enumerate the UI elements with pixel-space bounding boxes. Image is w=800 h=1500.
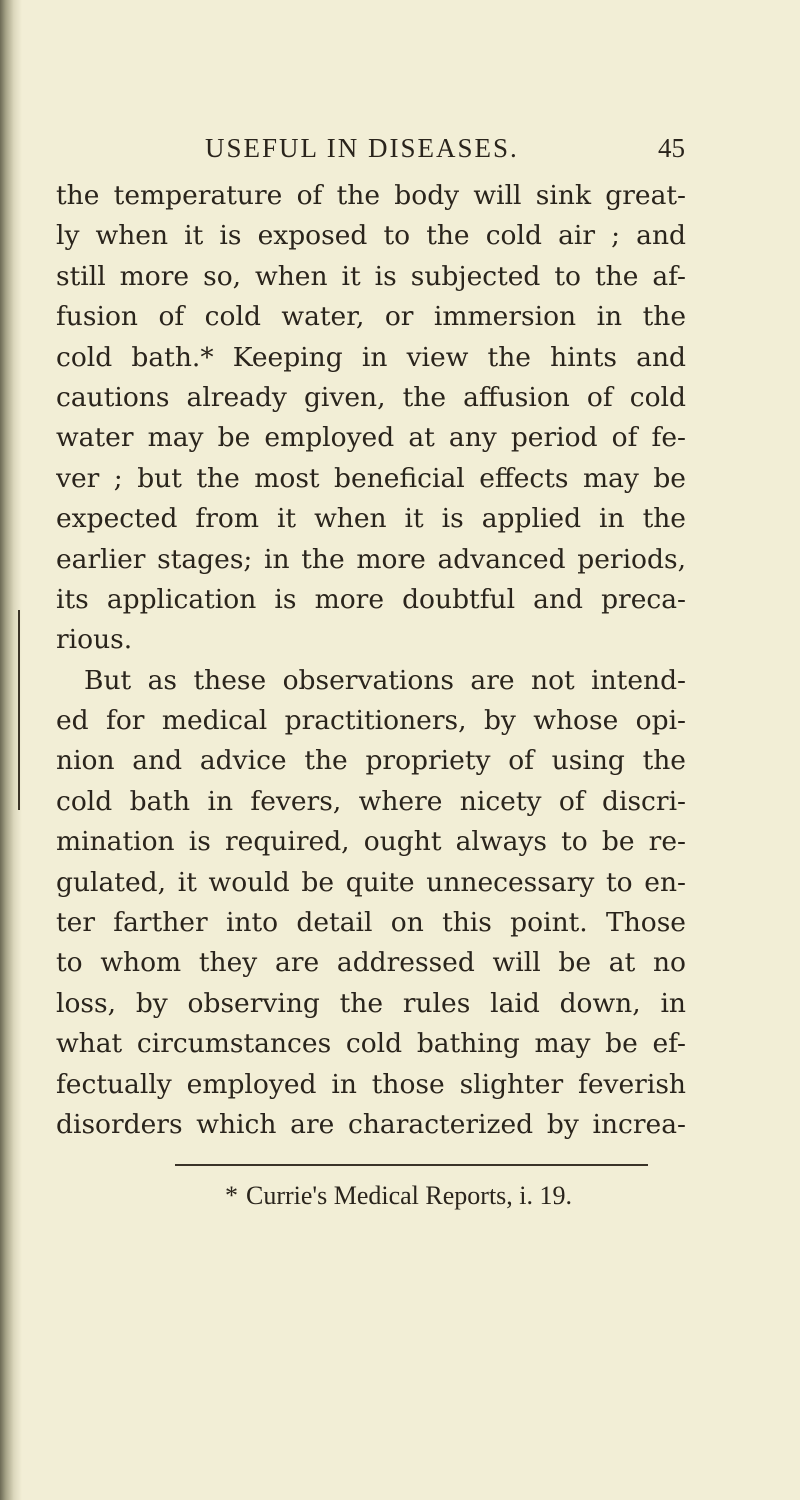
text-line: nion and advice the propriety of using the xyxy=(56,745,686,777)
text-line: ed for medical practitioners, by whose opi- xyxy=(56,705,686,737)
footnote-mark: * xyxy=(225,1181,238,1210)
text-line: water may be employed at any period of fe- xyxy=(56,422,686,454)
text-line: cold bath in fevers, where nicety of discri- xyxy=(56,785,686,817)
text-line: fectually employed in those slighter feverish xyxy=(56,1068,686,1100)
text-line: ver ; but the most beneficial effects may be xyxy=(56,462,686,494)
text-line: loss, by observing the rules laid down, in xyxy=(56,987,686,1019)
gutter-edge-line xyxy=(18,610,20,810)
page-number: 45 xyxy=(658,133,685,163)
text-line: its application is more doubtful and preca- xyxy=(56,583,686,615)
text-line: cautions already given, the affusion of cold xyxy=(56,381,686,413)
page-header xyxy=(205,128,685,168)
body-text xyxy=(56,176,686,1145)
text-line: earlier stages; in the more advanced periods, xyxy=(56,543,686,575)
text-line: ly when it is exposed to the cold air ; and xyxy=(56,220,686,252)
text-line: fusion of cold water, or immersion in the xyxy=(56,301,686,333)
text-line: the temperature of the body will sink great- xyxy=(56,180,686,211)
text-line: rious. xyxy=(56,624,133,656)
text-line: cold bath.* Keeping in view the hints and xyxy=(56,341,686,373)
text-line: to whom they are addressed will be at no xyxy=(56,947,686,979)
text-line: ter farther into detail on this point. Those xyxy=(56,907,686,939)
text-line: gulated, it would be quite unnecessary to en- xyxy=(56,866,686,898)
text-line: expected from it when it is applied in the xyxy=(56,503,686,535)
text-line: what circumstances cold bathing may be ef- xyxy=(56,1028,686,1060)
text-line: mination is required, ought always to be re- xyxy=(56,826,686,858)
footnote-text: Currie's Medical Reports, i. 19. xyxy=(246,1181,573,1210)
text-line: disorders which are characterized by increa- xyxy=(56,1108,686,1140)
running-head: USEFUL IN DISEASES. xyxy=(205,133,519,163)
paragraph-start-line: But as these observations are not intend- xyxy=(84,664,686,696)
footnote xyxy=(225,1176,665,1216)
text-line: still more so, when it is subjected to the af- xyxy=(56,260,686,292)
footnote-rule xyxy=(175,1164,648,1166)
